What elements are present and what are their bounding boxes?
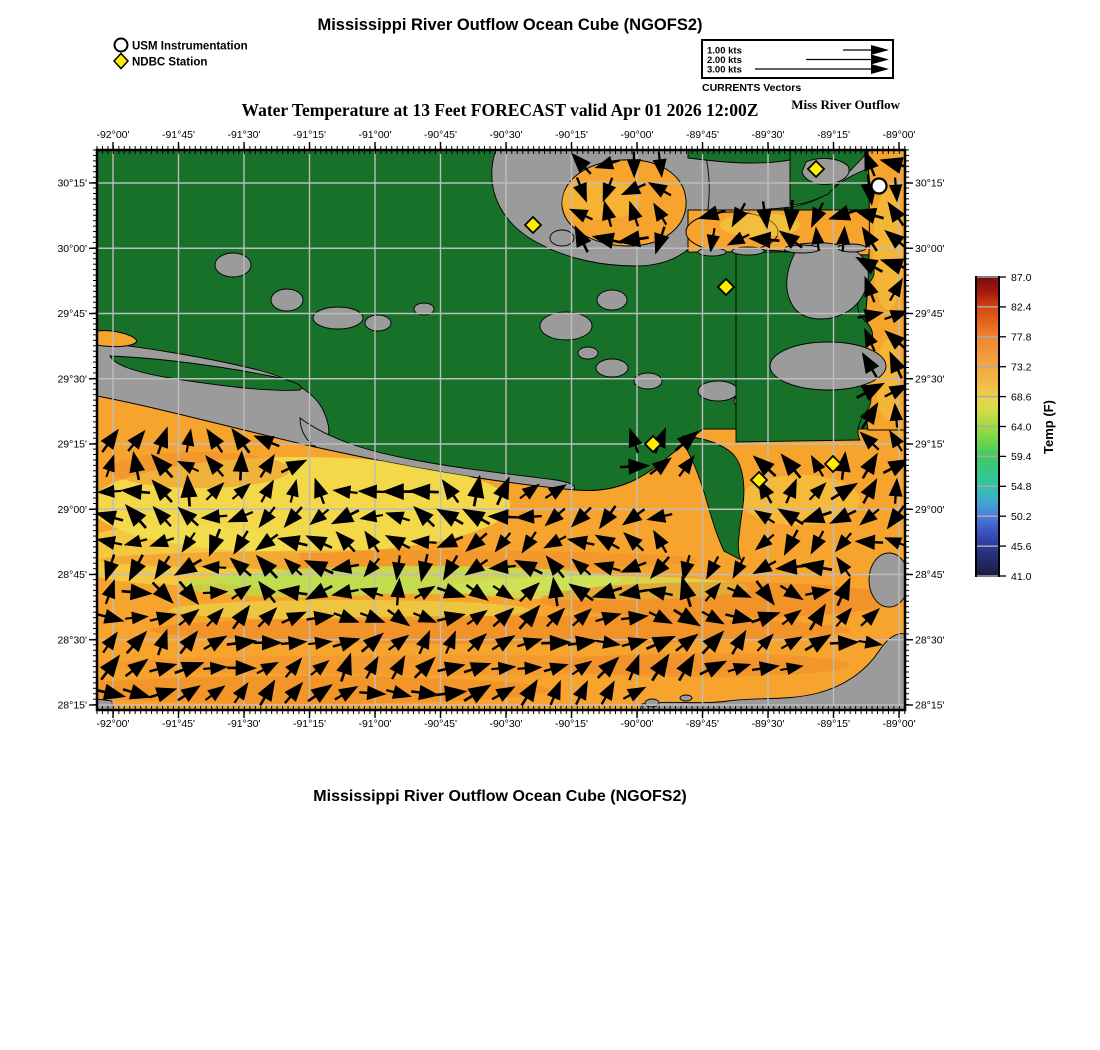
map-annotation: Miss River Outflow [791, 97, 900, 112]
usm-station-marker [872, 179, 887, 194]
x-axis-tick-label: -91°45' [161, 718, 196, 730]
y-axis-tick-label: 29°45' [57, 308, 87, 320]
colorbar-tick-label: 82.4 [1011, 301, 1032, 314]
y-axis-tick-label: 28°15' [915, 699, 945, 712]
y-axis-tick-label: 28°30' [915, 634, 945, 647]
y-axis-tick-label: 30°15' [915, 177, 945, 190]
colorbar-tick-label: 73.2 [1011, 361, 1032, 374]
x-axis-tick-label: -90°00' [620, 718, 654, 730]
y-axis-tick-label: 29°00' [57, 503, 87, 516]
gulfport-blob [802, 159, 849, 185]
map-subtitle: Water Temperature at 13 Feet FORECAST valid Apr 01 2026 12:00Z [241, 100, 759, 120]
y-axis-tick-label: 30°15' [57, 177, 87, 190]
currents-legend-row-label: 2.00 kts [707, 55, 742, 66]
y-axis-tick-label: 29°30' [915, 373, 945, 386]
colorbar-tick-label: 45.6 [1011, 540, 1032, 553]
x-axis-tick-label: -90°45' [423, 718, 458, 730]
x-axis-tick-label: -91°15' [292, 129, 327, 141]
x-axis-tick-label: -90°30' [489, 718, 523, 730]
colorbar-tick-label: 59.4 [1011, 451, 1032, 464]
x-axis-tick-label: -91°30' [227, 718, 261, 730]
x-axis-tick-label: -89°45' [685, 129, 720, 141]
y-axis-tick-label: 28°45' [915, 569, 945, 581]
y-axis-tick-label: 29°15' [57, 438, 87, 451]
x-axis-tick-label: -90°45' [423, 129, 458, 141]
x-axis-tick-label: -89°45' [685, 718, 720, 730]
y-axis-tick-label: 30°00' [915, 242, 945, 255]
x-axis-tick-label: -91°00' [358, 718, 392, 730]
x-axis-tick-label: -91°45' [161, 129, 196, 141]
y-axis-tick-label: 29°00' [915, 503, 945, 516]
currents-legend-row-label: 1.00 kts [707, 45, 742, 57]
x-axis-tick-label: -91°15' [292, 718, 327, 730]
x-axis-tick-label: -89°15' [816, 718, 851, 730]
x-axis-tick-label: -89°30' [751, 129, 785, 141]
x-axis-tick-label: -89°00' [882, 718, 916, 730]
page-title: Mississippi River Outflow Ocean Cube (NGOFS2) [317, 16, 703, 34]
y-axis-tick-label: 28°15' [57, 699, 87, 712]
ndbc-legend-label: NDBC Station [132, 56, 208, 69]
x-axis-tick-label: -90°15' [554, 129, 589, 141]
x-axis-tick-label: -92°00' [96, 129, 130, 141]
colorbar-tick-label: 77.8 [1011, 331, 1032, 344]
y-axis-tick-label: 28°30' [57, 634, 87, 647]
colorbar-tick-label: 87.0 [1011, 271, 1032, 284]
colorbar-tick-label: 68.6 [1011, 391, 1032, 404]
y-axis-tick-label: 29°15' [915, 438, 945, 451]
x-axis-tick-label: -91°30' [227, 129, 261, 141]
currents-legend-caption: CURRENTS Vectors [702, 82, 802, 94]
colorbar-tick-label: 50.2 [1011, 511, 1032, 523]
footer-title: Mississippi River Outflow Ocean Cube (NGOFS2) [313, 788, 687, 805]
usm-legend-icon [115, 39, 128, 52]
colorbar-tick-label: 54.8 [1011, 481, 1032, 494]
x-axis-tick-label: -89°00' [882, 129, 916, 141]
colorbar-tick-label: 64.0 [1011, 421, 1032, 434]
y-axis-tick-label: 28°45' [57, 569, 87, 581]
right-edge-gray-patch [869, 553, 909, 607]
x-axis-tick-label: -89°30' [751, 718, 785, 730]
x-axis-tick-label: -91°00' [358, 129, 392, 141]
x-axis-tick-label: -90°15' [554, 718, 589, 730]
x-axis-tick-label: -90°30' [489, 129, 523, 141]
currents-legend-row-label: 3.00 kts [707, 64, 742, 76]
x-axis-tick-label: -90°00' [620, 129, 654, 141]
x-axis-tick-label: -89°15' [816, 129, 851, 141]
y-axis-tick-label: 29°45' [915, 308, 945, 320]
x-axis-tick-label: -92°00' [96, 718, 130, 730]
map-area [50, 147, 914, 710]
colorbar-tick-label: 41.0 [1011, 570, 1032, 583]
colorbar-label: Temp (F) [1041, 400, 1056, 454]
y-axis-tick-label: 29°30' [57, 373, 87, 386]
usm-legend-label: USM Instrumentation [132, 40, 248, 53]
y-axis-tick-label: 30°00' [57, 242, 87, 255]
